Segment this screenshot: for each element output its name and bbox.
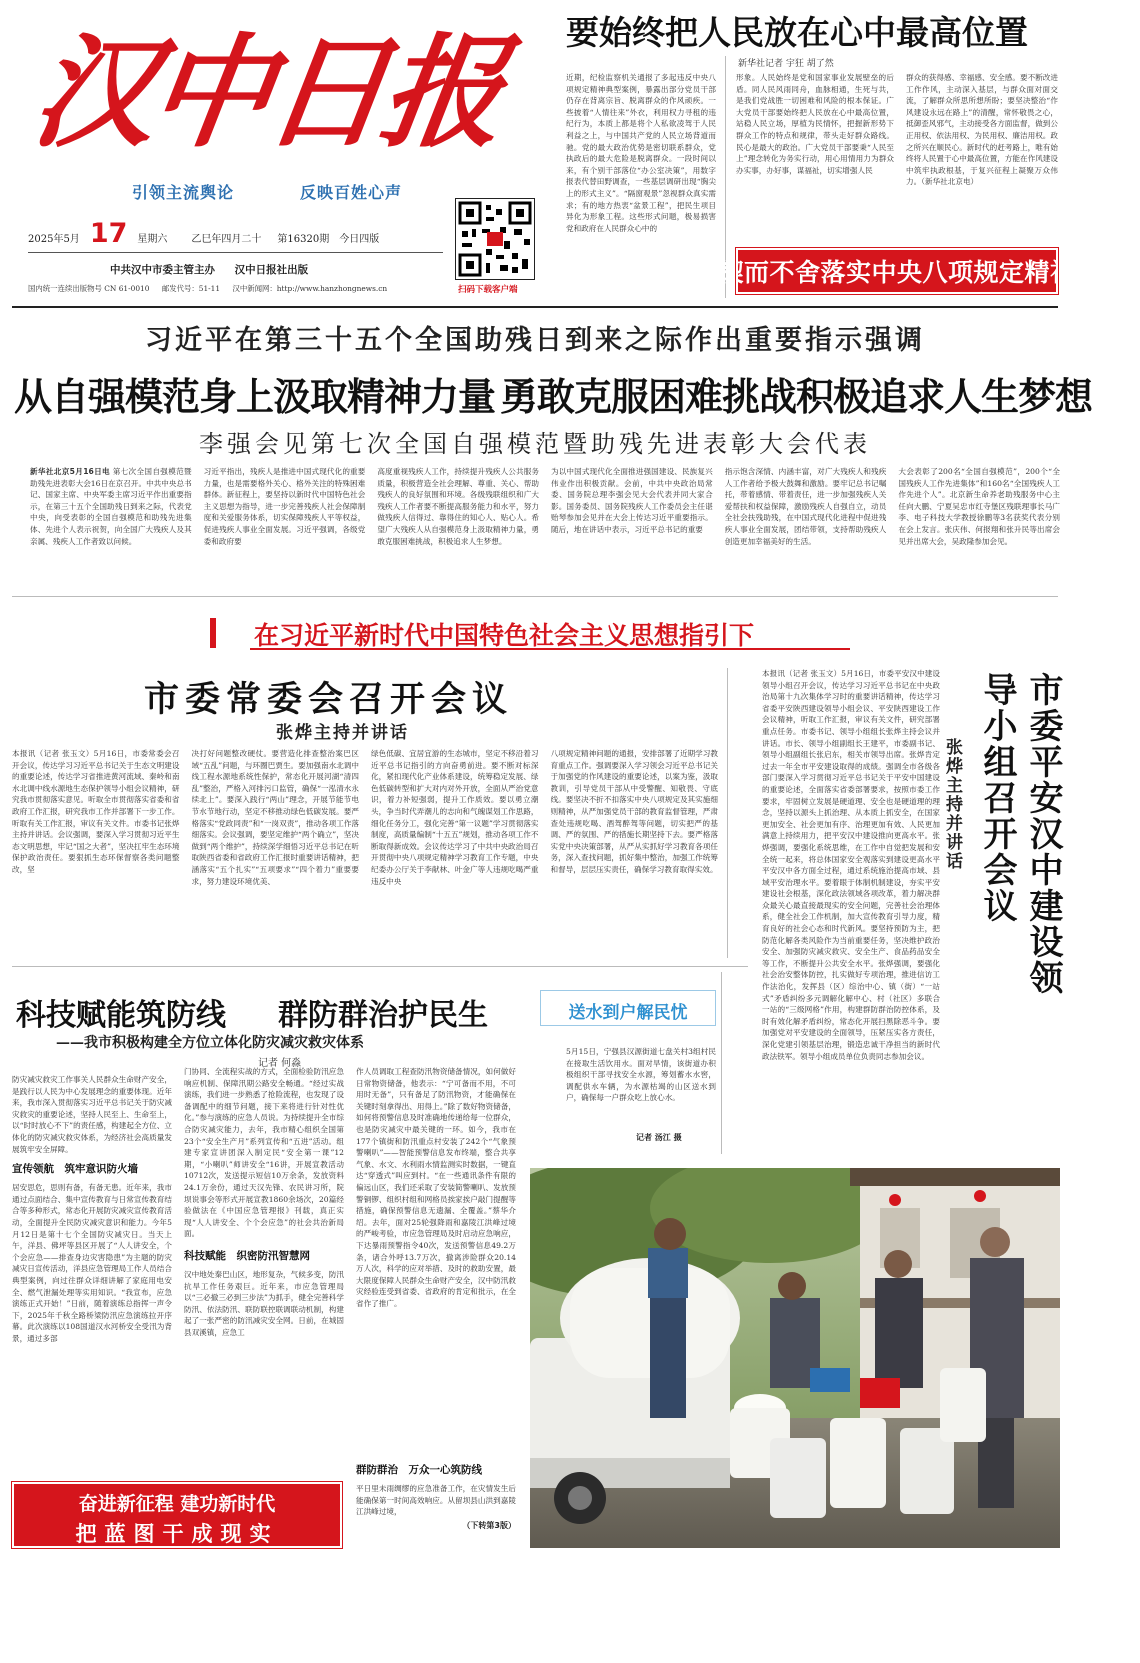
theme-banner (210, 614, 850, 652)
headline-column: 习近平指出，残疾人是推进中国式现代化的重要力量，也是需要格外关心、格外关注的特殊困难群体。新征程上，要坚持以新时代中国特色社会主义思想为指导，进一步完善残疾人社会保障制度和关爱服务体系，切实保障残疾人平等权益，促进残疾人事业全面发展。习近平强调，各级党委和政府要 (203, 467, 366, 546)
disaster-column-2 (184, 1066, 344, 1470)
publisher: 汉中日报社出版 (234, 264, 309, 276)
headline-dateline: 新华社北京5月16日电 (30, 467, 110, 476)
disaster-subhead-3: 群防群治 万众一心筑防线 (356, 1464, 482, 1476)
headline-column: 大会表彰了200名“全国自强模范”，200个“全国残疾人工作先进集体”和160名“全国残疾人工作先进个人”。北京新生命养老助残服务中心主任向大鹏、宁夏吴忠市红寺堡区残联理事长马广李、电子科技大学教授徐鹏等3名获奖代表分别在会上发言。张庆伟、何报翔和张升民等出席会见并出席大会，吴政隆参加会见。 (898, 467, 1061, 546)
lead-byline: 新华社记者 宇狂 胡了然 (738, 59, 834, 69)
committee-title: 市委常委会召开会议 (144, 679, 514, 720)
water-caption: 5月15日，宁强县汉源街道七盘关村3组村民在接取生活饮用水。面对旱情，该街道办积极组织干部寻找安全水源，筹划蓄水水窖，调配供水车辆，为水源枯竭的山区送水到户，确保每一户群众吃上放心水。 (566, 1047, 716, 1103)
water-box (530, 972, 722, 1154)
disaster-intro: 防灾减灾救灾工作事关人民群众生命财产安全，是践行以人民为中心发展理念的重要体现。近年来，我市深入贯彻落实习近平总书记关于防灾减灾救灾的重要论述，坚持人民至上、生命至上，以“时时放心不下”的责任感，构建起全方位、立体化的防灾减灾救灾体系，为经济社会高质量发展筑牢安全屏障。 (12, 1075, 172, 1154)
masthead-rule (28, 252, 443, 253)
newspaper-logo: 汉中日报 (24, 20, 509, 164)
lead-title: 要始终把人民放在心中最高位置 (566, 13, 1028, 52)
security-title: 市委平安汉中建设领导小组召开会议 (977, 672, 1063, 996)
headline-story (30, 466, 1060, 584)
disaster-title-right: 群防群治护民生 (278, 998, 488, 1033)
committee-story (12, 748, 718, 958)
disaster-paragraph: 门协同、全流程实战的方式，全面检验防汛应急响应机制、保障汛期公路安全畅通。“经过实战演练，我们进一步熟悉了抢险流程，也发现了设备调配中的细节问题，接下来将进行针对性优化。”参与演练的应急人员说。为持续提升全市综合防灾减灾能力，去年，我市精心组织全国第23个“安全生产月”系列宣传和“五进”活动。组建专家宣讲团深入制定民“安全第一课”12期，“小喇叭”师讲安全“16讲，开展宣教活动10712次，发送提示短信10万余条，发放资料24.1万余份，通过天汉先锋、农民讲习所，院坝说事会等形式开展宣教1860余场次，20篇经验做法在《中国应急管理报》刊载，真正实现“人人讲安全、个个会应急”的社会共治新局面。 (184, 1067, 344, 1239)
disaster-column-3 (356, 1066, 516, 1548)
security-subtitle: 张烨主持并讲话 (942, 738, 962, 871)
headline-column-text: 第七次全国自强模范暨助残先进表彰大会16日在京召开。中共中央总书记、国家主席、中央军委主席习近平作出重要指示，在第三十五个全国助残日到来之际，代表党中央，向受表彰的全国自强模范和助残先进集体、先进个人表示祝贺，向全国广大残疾人及其亲属、残疾人工作者致以问候。 (30, 467, 192, 546)
water-delivery-photo (530, 1168, 1060, 1548)
section-rule (12, 596, 1058, 597)
disaster-byline: 记者 何淼 (258, 1058, 302, 1069)
headline-main-left: 从自强模范身上汲取精神力量 (14, 375, 496, 419)
disaster-paragraph: 汉中地处秦巴山区，地形复杂，气候多变，防汛抗旱工作任务艰巨。近年来，市应急管理局以“三必撤三必到三步法”为抓手，健全完善科学防汛、依法防汛、联防联控联调联动机制，构建起了一张严密的防汛减灾安全网。日前，在城固县双溪镇，应急工 (184, 1269, 344, 1337)
sponsor-line (110, 262, 308, 277)
security-story: 本报讯（记者 张玉文）5月16日，市委平安汉中建设领导小组召开会议，传达学习习近平总书记在中央政治局第十九次集体学习时的重要讲话精神，传达学习省委平安陕西建设领导小组会议、平安陕西建设工作会议精神，听取工作汇报，审议有关文件，研究部署重点任务。市委书记、领导小组组长张烨主持会议并讲话。市长、领导小组副组长王建平，市委副书记、领导小组副组长张启东，相关市领导出席。张烨肯定过去一年全市平安建设取得的成绩。强调全市各级各部门要深入学习贯彻习近平总书记关于平安中国建设的重要论述，全面落实省委部署要求，按照市委工作要求，牢固树立发展是硬道理、安全也是硬道理的理念，坚持以源头上抓治理、从本质上抓安全，在国家更加安全、社会更加有序、治理更加有效、人民更加满意上持续用力，把平安汉中建设推向更高水平。张烨强调，要强化系统思维，在工作中自觉把发展和安全统一起来，将总体国家安全观落实到建设更高水平平安汉中各方面全过程，通过系统施治提高市域、县域平安治理水平。要着眼于体制机制建设，夯实平安建设社会根基，深化政法领域各项改革，着力解决群众最关心最直接最现实的安全问题，完善社会治理体系，健全社会工作机制，加大宣传教育引导力度，精育良好的社会心态和时代新风。要坚持预防为主，把防范化解各类风险作为当前重要任务，坚决维护政治安全、加强防灾减灾救灾、安全生产、食品药品安全等工作，不断提升公共安全水平。张烨强调，要强化社会治安整体防控，扎实做好专项治理，推进信访工作法治化，发挥县（区）综治中心、镇（街）“一站式”矛盾纠纷多元调解化解中心、村（社区）多联合一站的“三级网格”作用，构建群防群治防控体系，及时有效化解矛盾纠纷，常态化开展扫黑除恶斗争。要加强党对平安建设的全面领导，压紧压实各方责任，深化党建引领基层治理，锻造忠诚干净担当的新时代政法铁军。领导小组成员单位负责同志参加会议。 (762, 669, 940, 1061)
committee-subtitle: 张烨主持并讲话 (276, 723, 409, 743)
headline-column (30, 466, 192, 584)
lead-banner (718, 248, 1076, 294)
sponsor: 中共汉中市委主管主办 (110, 264, 215, 276)
disaster-subhead-2: 科技赋能 织密防汛智慧网 (184, 1249, 310, 1262)
website[interactable]: 汉中新闻网：http://www.hanzhongnews.cn (232, 284, 388, 293)
committee-column: 本报讯（记者 张玉文）5月16日，市委常委会召开会议，传达学习习近平总书记关于生态文明建设的重要论述，传达学习省推进黄河流域、秦岭和南水北调中线水源地生态保护领导小组会议精神，研究我市贯彻落实意见。听取全市贯彻落实省委和省政府工作汇报，研究我市工作并部署下一步工作。听取有关工作汇报，审议有关文件。市委书记张烨主持并讲话。会议强调，要深入学习贯彻习近平生态文明思想，牢记“国之大者”，坚决扛牢生态环境保护政治责任。要狠抓生态环保督察各类问题整改，坚 (12, 749, 180, 874)
theme-banner-text: 在习近平新时代中国特色社会主义思想指引下 (254, 621, 755, 650)
theme-banner-bar (210, 618, 216, 648)
slogan-banner-line-2: 把蓝图干成现实 (75, 1521, 279, 1546)
lead-column-2: 形象。人民始终是党和国家事业发展壁垒的后盾。同人民风雨同舟，血脉相通，生死与共，是我们党战胜一切困难和风险的根本保证。广大党员干部要始终把人民放在心中最高位置，站稳人民立场，厚植为民情怀，把握新形势下群众工作的特点和规律，带头走好群众路线。民心是最大的政治。广大党员干部要秉“人民至上”理念转化为务实行动，用心用情用力为群众办实事，办好事，谋福祉，切实增强人民 (736, 73, 894, 175)
cn-number: 国内统一连续出版物号 CN 61-0010 (28, 284, 150, 293)
disaster-paragraph: 作人员调取工程查防汛物资储备情况，如何做好日常物资储备，他表示：“宁可备而不用，不可用时无备”，只有备足了防汛物资，才能确保在关键时刻拿得出、用得上。”除了数好物资储备，如何将预警信息及时准确地传递给每一位群众，也是防灾减灾中最关键的一环。如今，我市在177个镇街和防汛重点村安装了242个“气象预警喇叭”——智能预警信息发布终端，整合共享气象、水文、水利雨水情监测实时数据，一键直达“穿透式”叫应到村。“在一些通讯条件有限的偏远山区，我们还采取了安装简警喇叭、发放预警铜锣、组织村组和网格员挨家挨户敲门提醒等措施，确保预警信息无遗漏、全覆盖。”蔡华介绍。去年，面对25轮强降雨和嘉陵江洪峰过境的严峻考验，市应急管理局及时启动应急响应，下达暴雨预警指令40次，发送预警信息49.2万条，诸合外呼13.7万次，撤离涉险群众20.14万人次，科学的应对举措、及时的救助安置，最大限度保障人民群众生命财产安全，汉中防汛救灾经验连受到省委、省政府的肯定和批示，在全省作了推广。 (356, 1067, 516, 1308)
page-count: 今日四版 (339, 234, 380, 245)
headline-sub: 李强会见第七次全国自强模范暨助残先进表彰大会代表 (199, 430, 871, 458)
qr-code[interactable] (455, 198, 535, 280)
disaster-subtitle: ——我市积极构建全方位立体化防灾减灾救灾体系 (56, 1035, 364, 1051)
committee-column: 绿色低碳、宜居宜游的生态城市，坚定不移沿着习近平总书记指引的方向奋勇前进。要不断对标深化，紧扣现代化产业体系建设，统筹稳定发展、绿色低碳转型和扩大对内对外开放，全面从严治党意识，着力补短强弱，提升工作质效。要以勇立潮头，争当时代弄潮儿的志向和气魄谋划工作思路，细化任务分工，强化完善“第一议题”学习贯彻落实制度，高质量编制“十五五”规划，推动各项工作不断取得新成效。会议传达学习了中共中央政治局召开贯彻中央八项规定精神学习教育工作专题，中央纪委办公厅关于李献林、叶金广等人违规吃喝严重违反中央 (371, 749, 539, 886)
disaster-paragraph: 居安思危，思则有备，有备无患。近年来，我市通过点面结合、集中宣传教育与日常宣传教育结合等多种形式，常态化开展防灾减灾宣传教育活动，全面提升全民防灾减灾意识和能力。今年5月12日是第十七个全国防灾减灾日。当天上午，洋县、佛坪等县区开展了“人人讲安全，个个会应急——排查身边灾害隐患”为主题的防灾减灾日宣传活动，洋县应急管理局工作人员结合典型案例，向过往群众详细讲解了家庭用电安全、燃气泄漏处理等实用知识。“我宣布，应急演练正式开始！”日前，随着演练总指挥一声令下，2025年千秋全路桥梁防汛应急演练拉开序幕。此次演练以108国道汉水河桥安全受汛为背景，通过多部 (12, 1183, 172, 1343)
headline-column: 指示饱含深情、内涵丰富，对广大残疾人和残疾人工作者给予极大鼓舞和激励。要牢记总书记嘱托，带着感情、带着责任，进一步加强残疾人关爱帮扶和权益保障，激励残疾人自强自立，动员全社会扶残助残，在中国式现代化进程中促进残疾人事业全面发展，团结带领，支持帮助残疾人创造更加幸福美好的生活。 (724, 467, 887, 546)
date-prefix: 2025年5月 (28, 234, 80, 245)
headline-column: 高度重视残疾人工作，持续提升残疾人公共服务质量，积极营造全社会理解、尊重、关心、帮助残疾人的良好氛围和环境。各级残联组织和广大残疾人工作者要不断提高服务能力和水平，努力做残疾人信得过、靠得住的知心人、贴心人。希望广大残疾人从自强模范身上汲取精神力量，勇敢克服困难挑战，积极追求人生梦想。 (377, 467, 540, 546)
water-photo (530, 1168, 1060, 1548)
disaster-subhead-1: 宣传领航 筑牢意识防火墙 (12, 1163, 138, 1176)
disaster-title-left: 科技赋能筑防线 (16, 998, 226, 1033)
disaster-column-1 (12, 1074, 172, 1472)
weekday: 星期六 (137, 234, 168, 245)
date-day: 17 (89, 218, 128, 249)
qr-code-icon (456, 199, 534, 279)
headline-main-right: 勇敢克服困难挑战积极追求人生梦想 (500, 375, 1093, 419)
committee-column: 决打好问题整改硬仗。要营造化排查整治案巴区域“五乱”问题，与环圈巴贾生。要加强南水北调中线工程水源地系统性保护，常态化开展河湖“清四乱”整治，严格入河排污口监管，确保“一泓清水永续北上”。要深入践行“两山”理念，开展节能节电节水节地行动，坚定不移推动绿色低碳发展。要严格落实“党政同责”和“一岗双责”，推动各项工作落细落实。会议强调，要坚定维护“两个确立”，坚决做到“两个维护”，持续深学细悟习近平总书记在听取陕西省委和省政府工作汇报时重要讲话精神，把涵落实“五个扎实”“五项要求”“四个着力”重要要求，努力建设环境优美、 (191, 749, 359, 886)
masthead-bottom-rule (12, 306, 1058, 308)
headline-kicker: 习近平在第三十五个全国助残日到来之际作出重要指示强调 (145, 325, 925, 356)
issue-number: 第16320期 (277, 234, 330, 245)
headline-column: 为以中国式现代化全面推进强国建设、民族复兴伟业作出积极贡献。会前，中共中央政治局常委、国务院总理李强会见大会代表并同大家合影。国务委员、国务院残疾人工作委员会主任谌贻琴参加会见并在大会上传达习近平重要指示。随后，地在讲话中表示，习近平总书记的重要 (551, 467, 713, 534)
publication-info (28, 283, 387, 294)
continued-note[interactable]: （下转第3版） (462, 1520, 516, 1530)
slogan-right: 反映百姓心声 (300, 183, 403, 202)
disaster-paragraph: 平日里未雨绸缪的应急准备工作，在灾情发生后能确保第一时间高效响应。从留坝县山洪到嘉陵江洪峰过境， (356, 1484, 516, 1517)
postal-code: 邮发代号：51-11 (161, 284, 221, 293)
lead-banner-text: 锲而不舍落实中央八项规定精神 (718, 258, 1076, 287)
lead-column-1: 近期，纪检监察机关通报了多起违反中央八项规定精神典型案例，暴露出部分党员干部仍存在背离宗旨、脱离群众的作风顽疾。一些披着“人情往来”外衣，利用权力寻租的违纪行为，本质上都是将个人私欲凌驾于人民利益之上，与中国共产党的人民立场背道而驰。党的最大政治优势是密切联系群众，党执政后的最大危险是脱离群众。一段时间以来，有个别干部落位“办公室决策”，用数字报表代替田野调查，一些基层调研出现“胸尖上的形式主义”。“隔窗观景”忽视群众真实需求；有的地方热衷“盆景工程”，把民生项目异化为形象工程。这些形式问题，极易损害党和政府在人民群众心中的 (566, 73, 716, 233)
slogan-left: 引领主流舆论 (132, 183, 235, 202)
water-title: 送水到户解民忧 (568, 1003, 688, 1023)
committee-divider (727, 668, 728, 958)
lunar-date: 乙巳年四月二十 (191, 234, 262, 245)
water-byline: 记者 汤江 摄 (636, 1132, 682, 1142)
date-line (28, 218, 379, 249)
lower-section-rule (12, 966, 748, 967)
slogan-banner (12, 1482, 342, 1548)
committee-column: 八项规定精神问题的通报，安排部署了近期学习教育重点工作。强调要深入学习领会习近平总书记关于加强党的作风建设的重要论述，以案为鉴，汲取教训，引导党员干部从中受警醒、知敬畏、守底线。要坚决不折不扣落实中央八项规定及其实施细则精神，从严加强党员干部的教育监督管理，严肃查处违规吃喝、酒驾醉驾等问题，切实把严的基调、严的氛围、严的措施长期坚持下去。要严格落实党中央决策部署，从严从实抓好学习教育各项任务，深入查找问题，抓好集中整治，加强工作统筹和督导，层层压实责任，确保学习教育取得实效。 (550, 749, 718, 874)
qr-label: 扫码下载客户端 (458, 285, 518, 295)
slogan-banner-line-1: 奋进新征程 建功新时代 (78, 1493, 276, 1515)
lead-column-3: 群众的获得感、幸福感、安全感。要不断改进工作作风，主动深入基层，与群众面对面交流，了解群众所思所想所盼；要坚决整治“作风建设永远在路上”的清醒，常怀敬畏之心，抵御歪风邪气，主动接受各方面监督，做到公正用权、依法用权、为民用权、廉洁用权。政之所兴在顺民心。新时代的赶考路上，唯有始终将人民置于心中最高位置，方能在作风建设中筑牢执政根基，于复兴征程上凝聚万众伟力。（新华社北京电） (906, 73, 1058, 187)
